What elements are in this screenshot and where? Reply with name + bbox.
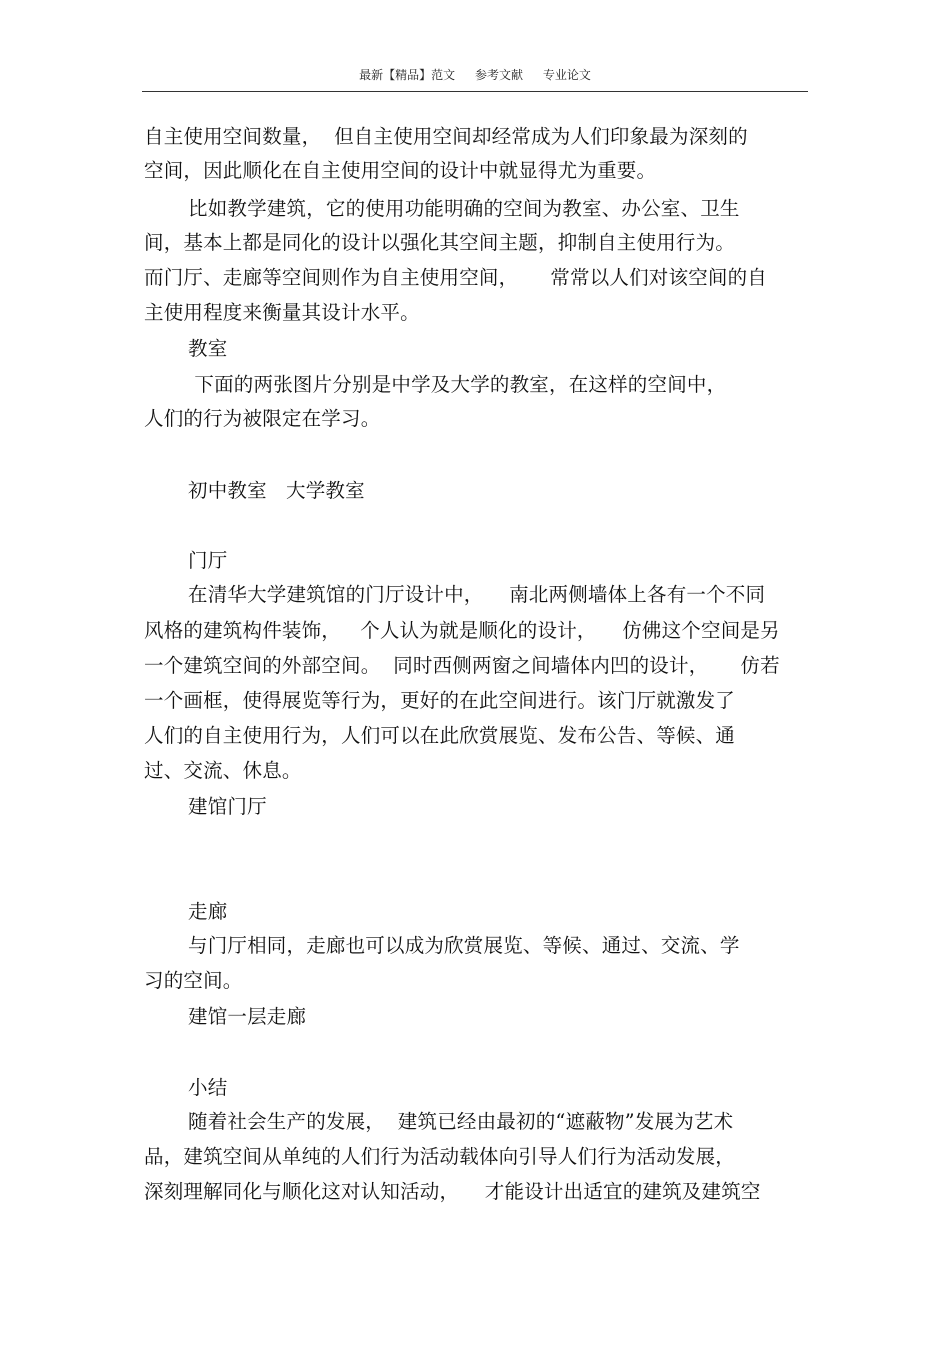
- section-heading-lobby: 门厅: [188, 549, 228, 572]
- body-line: 过、交流、休息。: [144, 759, 302, 782]
- header-item-fanwen: 最新【精品】范文: [359, 68, 456, 82]
- body-line: 一个建筑空间的外部空间。 同时西侧两窗之间墙体内凹的设计， 仿若: [144, 654, 780, 677]
- header-divider: [142, 91, 808, 92]
- body-line: 主使用程度来衡量其设计水平。: [144, 301, 420, 324]
- image-caption-classrooms: 初中教室 大学教室: [188, 479, 365, 502]
- body-line: 空间，因此顺化在自主使用空间的设计中就显得尤为重要。: [144, 159, 657, 182]
- body-line: 人们的行为被限定在学习。: [144, 407, 381, 430]
- header-item-lunwen: 专业论文: [542, 68, 591, 82]
- body-line: 风格的建筑构件装饰， 个人认为就是顺化的设计， 仿佛这个空间是另: [144, 619, 780, 642]
- page-header: [0, 66, 950, 84]
- body-line: 品，建筑空间从单纯的人们行为活动载体向引导人们行为活动发展，: [144, 1145, 736, 1168]
- body-line: 在清华大学建筑馆的门厅设计中， 南北两侧墙体上各有一个不同: [188, 583, 766, 606]
- section-heading-classroom: 教室: [188, 337, 228, 360]
- body-line: 下面的两张图片分别是中学及大学的教室，在这样的空间中，: [188, 373, 727, 396]
- body-line: 随着社会生产的发展， 建筑已经由最初的“遮蔽物”发展为艺术: [188, 1110, 734, 1133]
- section-heading-summary: 小结: [188, 1076, 228, 1099]
- body-line: 一个画框，使得展览等行为，更好的在此空间进行。该门厅就激发了: [144, 689, 736, 712]
- image-caption-lobby: 建馆门厅: [188, 795, 267, 818]
- body-line: 习的空间。: [144, 969, 243, 992]
- body-line: 比如教学建筑，它的使用功能明确的空间为教室、办公室、卫生: [188, 197, 740, 220]
- body-line: 自主使用空间数量， 但自主使用空间却经常成为人们印象最为深刻的: [144, 125, 748, 148]
- section-heading-corridor: 走廊: [188, 900, 228, 923]
- body-line: 人们的自主使用行为，人们可以在此欣赏展览、发布公告、等候、通: [144, 724, 736, 747]
- body-line: 与门厅相同，走廊也可以成为欣赏展览、等候、通过、交流、学: [188, 934, 740, 957]
- body-line: 间，基本上都是同化的设计以强化其空间主题，抑制自主使用行为。: [144, 231, 736, 254]
- body-line: 深刻理解同化与顺化这对认知活动， 才能设计出适宜的建筑及建筑空: [144, 1180, 761, 1203]
- body-line: 而门厅、走廊等空间则作为自主使用空间， 常常以人们对该空间的自: [144, 266, 767, 289]
- image-caption-corridor: 建馆一层走廊: [188, 1005, 307, 1028]
- header-item-cankao: 参考文献: [474, 68, 523, 82]
